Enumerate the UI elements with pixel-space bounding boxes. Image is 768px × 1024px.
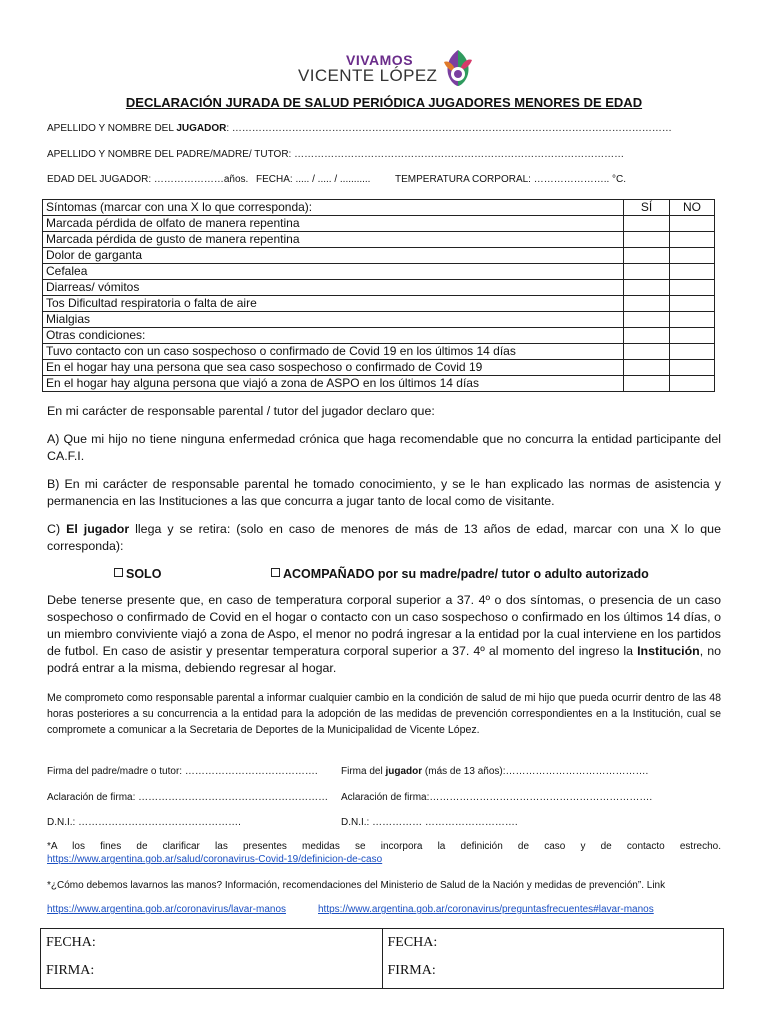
- footer-left-fecha: FECHA:: [46, 935, 96, 950]
- player-sign-dots: (más de 13 años):…………………………………….: [422, 766, 649, 777]
- player-sign-label: Firma del: [341, 766, 386, 777]
- handwashing-link-2[interactable]: https://www.argentina.gob.ar/coronavirus/preguntasfrecuentes#lavar-manos: [318, 904, 654, 915]
- document-title: DECLARACIÓN JURADA DE SALUD PERIÓDICA JUGADORES MENORES DE EDAD: [125, 95, 643, 110]
- symptom-yes-cell[interactable]: [624, 376, 670, 392]
- declaration-item-c: [47, 521, 721, 555]
- symptom-no-cell[interactable]: [670, 360, 715, 376]
- symptom-row: [43, 344, 715, 360]
- checkbox-icon: [114, 568, 123, 577]
- player-age-field[interactable]: EDAD DEL JUGADOR: …………………años.: [47, 174, 249, 185]
- player-dni-field[interactable]: D.N.I.: …………… ……………………….: [341, 817, 518, 828]
- no-column-header: NO: [670, 200, 715, 216]
- item-c-prefix: C): [47, 522, 67, 536]
- symptom-row: [43, 376, 715, 392]
- footer-left-cell[interactable]: [41, 929, 383, 989]
- declaration-intro: En mi carácter de responsable parental / tutor del jugador declaro que:: [47, 404, 435, 418]
- symptom-row: [43, 360, 715, 376]
- footer-right-fecha: FECHA:: [387, 935, 438, 950]
- symptom-yes-cell[interactable]: [624, 328, 670, 344]
- symptom-label: Otras condiciones:: [43, 328, 624, 344]
- symptom-row: [43, 280, 715, 296]
- symptom-row: [43, 264, 715, 280]
- symptom-yes-cell[interactable]: [624, 344, 670, 360]
- symptom-row: [43, 328, 715, 344]
- symptom-no-cell[interactable]: [670, 328, 715, 344]
- symptom-label: Mialgias: [43, 312, 624, 328]
- notice-text-end: , no podrá entrar a la misma, debiendo regresar al hogar.: [47, 644, 721, 675]
- symptom-no-cell[interactable]: [670, 216, 715, 232]
- player-sign-bold: jugador: [385, 766, 423, 777]
- parent-name-field[interactable]: APELLIDO Y NOMBRE DEL PADRE/MADRE/ TUTOR: ………………………………………………………………………………………: [47, 149, 625, 160]
- player-name-field[interactable]: [47, 123, 672, 134]
- option-acompanado-checkbox[interactable]: [271, 567, 649, 581]
- footer-right-firma: FIRMA:: [387, 963, 436, 978]
- symptom-label: En el hogar hay alguna persona que viajó a zona de ASPO en los últimos 14 días: [43, 376, 624, 392]
- temperature-field[interactable]: TEMPERATURA CORPORAL: ………………….. °C.: [395, 174, 627, 185]
- option-acompanado-label: ACOMPAÑADO por su madre/padre/ tutor o adulto autorizado: [283, 567, 649, 581]
- footer-left-firma: FIRMA:: [46, 963, 95, 978]
- vivamos-vicente-lopez-logo: [298, 46, 478, 92]
- symptom-label: Dolor de garganta: [43, 248, 624, 264]
- option-solo-label: SOLO: [126, 567, 162, 581]
- symptoms-table: [42, 199, 715, 392]
- yes-column-header: SÍ: [624, 200, 670, 216]
- parent-dni-field[interactable]: D.N.I.: ………………………………………….: [47, 817, 241, 828]
- item-c-text: llega y se retira: (solo en caso de menores de más de 13 años de edad, marcar con una X lo que corresponda):: [47, 522, 721, 553]
- parent-clarification-field[interactable]: Aclaración de firma: …………………………………………………: [47, 792, 329, 803]
- symptom-no-cell[interactable]: [670, 280, 715, 296]
- symptom-yes-cell[interactable]: [624, 216, 670, 232]
- player-name-label-bold: JUGADOR: [176, 123, 227, 134]
- symptom-no-cell[interactable]: [670, 232, 715, 248]
- symptom-row: [43, 232, 715, 248]
- symptom-yes-cell[interactable]: [624, 280, 670, 296]
- symptom-row: [43, 248, 715, 264]
- symptom-yes-cell[interactable]: [624, 248, 670, 264]
- player-signature-field[interactable]: [341, 766, 648, 777]
- case-definition-link[interactable]: https://www.argentina.gob.ar/salud/coronavirus-Covid-19/definicion-de-caso: [47, 854, 383, 865]
- handwashing-link-1[interactable]: https://www.argentina.gob.ar/coronavirus/lavar-manos: [47, 904, 287, 915]
- case-definition-note: *A los fines de clarificar las presentes medidas se incorpora la definición de caso y de contacto estrecho.: [47, 841, 721, 852]
- symptom-label: En el hogar hay una persona que sea caso sospechoso o confirmado de Covid 19: [43, 360, 624, 376]
- symptom-no-cell[interactable]: [670, 376, 715, 392]
- commitment-paragraph: Me comprometo como responsable parental a informar cualquier cambio en la condición de salud de mi hijo que pueda ocurrir dentro de las 48 horas posteriores a su concurrencia a la entidad para la adopción de las medidas de prevención correspondientes en a la Institución, cual se compromete a comunicar a la Secretaria de Deportes de la Municipalidad de Vicente López.: [47, 692, 721, 736]
- notice-bold: Institución: [637, 644, 700, 658]
- logo-line-2: VICENTE LÓPEZ: [298, 66, 438, 85]
- symptom-yes-cell[interactable]: [624, 232, 670, 248]
- logo-line-1: VIVAMOS: [346, 52, 414, 68]
- symptom-yes-cell[interactable]: [624, 360, 670, 376]
- symptom-row: [43, 296, 715, 312]
- symptom-label: Tuvo contacto con un caso sospechoso o confirmado de Covid 19 en los últimos 14 días: [43, 344, 624, 360]
- symptom-row: [43, 312, 715, 328]
- symptom-no-cell[interactable]: [670, 312, 715, 328]
- checkbox-icon: [271, 568, 280, 577]
- player-clarification-field[interactable]: Aclaración de firma:………………………………………………………….: [341, 792, 653, 803]
- symptom-no-cell[interactable]: [670, 296, 715, 312]
- date-field[interactable]: FECHA: ..... / ..... / ...........: [256, 174, 371, 185]
- symptom-label: Diarreas/ vómitos: [43, 280, 624, 296]
- declaration-item-b: B) En mi carácter de responsable parental he tomado conocimiento, y se le han explicado las normas de asistencia y permanencia en las Instituciones a las que concurra a jugar tanto de local como de visitante.: [47, 477, 721, 508]
- logo-emblem-icon: [440, 46, 476, 90]
- symptom-label: Marcada pérdida de gusto de manera repentina: [43, 232, 624, 248]
- symptom-yes-cell[interactable]: [624, 312, 670, 328]
- symptom-yes-cell[interactable]: [624, 296, 670, 312]
- symptom-label: Marcada pérdida de olfato de manera repentina: [43, 216, 624, 232]
- declaration-item-a: A) Que mi hijo no tiene ninguna enfermedad crónica que haga recomendable que no concurra la entidad participante del CA.F.I.: [47, 432, 721, 463]
- footer-signature-table: [40, 928, 724, 989]
- footer-right-cell[interactable]: [382, 929, 724, 989]
- symptom-yes-cell[interactable]: [624, 264, 670, 280]
- health-notice: [47, 592, 721, 677]
- player-name-dots: : ……………………………………………………………………………………………………………………: [226, 123, 672, 134]
- handwashing-note: *¿Cómo debemos lavarnos las manos? Información, recomendaciones del Ministerio de Salud de la Nación y medidas de prevención”. Link: [47, 880, 666, 891]
- symptoms-header-label: Síntomas (marcar con una X lo que corresponda):: [43, 200, 624, 216]
- player-name-label: APELLIDO Y NOMBRE DEL: [47, 123, 177, 134]
- symptoms-table-header: [43, 200, 715, 216]
- symptom-label: Cefalea: [43, 264, 624, 280]
- notice-text: Debe tenerse presente que, en caso de temperatura corporal superior a 37. 4º o dos síntomas, o presencia de un caso sospechoso o confirmado de Covid en el hogar o contacto con un caso sospechoso o confirmado en los últimos 14 días, o un miembro conviviente viajó a zona de Aspo, el menor no podrá ingresar a la entidad por la cual interviene en los partidos de futbol. En caso de asistir y presentar temperatura corporal superior a 37. 4º al momento del ingreso la: [47, 593, 721, 658]
- symptom-label: Tos Dificultad respiratoria o falta de aire: [43, 296, 624, 312]
- symptom-no-cell[interactable]: [670, 248, 715, 264]
- item-c-bold: El jugador: [66, 522, 130, 536]
- symptom-no-cell[interactable]: [670, 264, 715, 280]
- symptom-no-cell[interactable]: [670, 344, 715, 360]
- symptom-row: [43, 216, 715, 232]
- option-solo-checkbox[interactable]: [114, 567, 161, 581]
- parent-signature-field[interactable]: Firma del padre/madre o tutor: ………………………………….: [47, 766, 318, 777]
